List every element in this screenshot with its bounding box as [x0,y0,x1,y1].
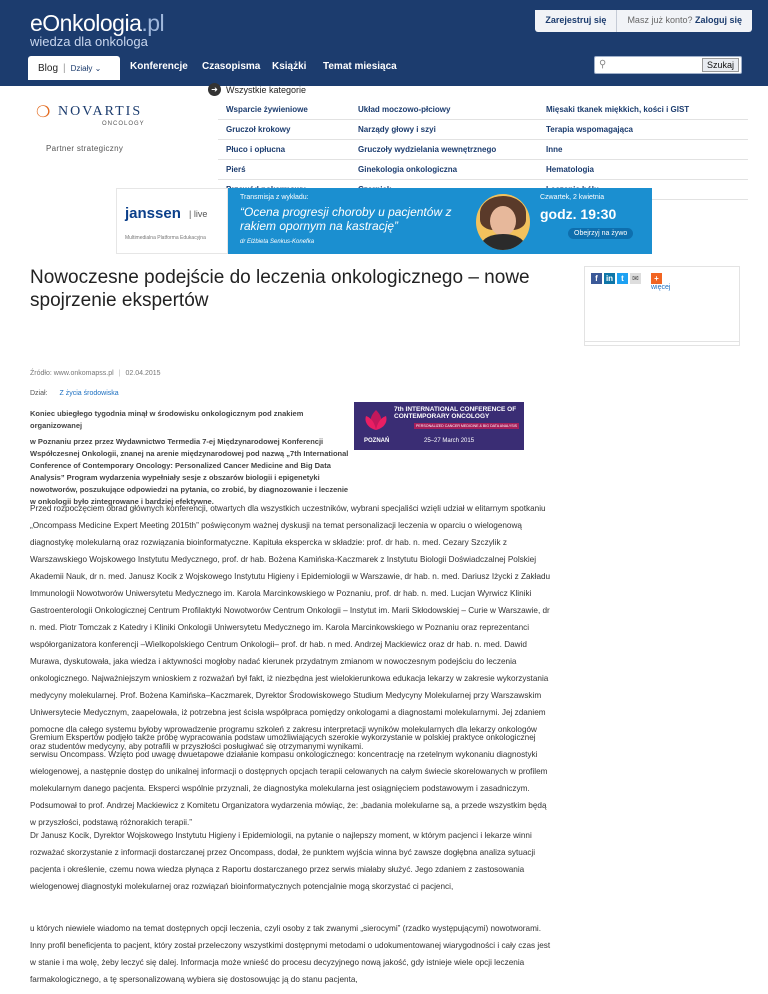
flower-icon [362,408,390,432]
category-link[interactable]: Pierś [226,165,246,174]
category-link[interactable]: Inne [546,145,563,154]
nav-item-temat-miesiaca[interactable]: Temat miesiąca [323,61,397,72]
login-link[interactable]: Zaloguj się [694,15,742,25]
article-meta: Źródło: www.onkomapss.pl | 02.04.2015 [30,370,161,377]
janssen-logo: janssen | live Multimedialna Platforma Edukacyjna [116,188,228,254]
article-lead: Koniec ubiegłego tygodnia minął w środowisku onkologicznym pod znakiem organizowanej [30,409,304,430]
watch-live-button[interactable]: Obejrzyj na żywo [568,228,633,239]
article-paragraph: Dr Janusz Kocik, Dyrektor Wojskowego Instytutu Higieny i Epidemiologii, na pytanie o najlepszy moment, w którym pacjenci i lekarze winni rozważać skorzystanie z informacji dostarczanej przez Oncompass, dodał, że punktem wyjścia winna być zawsze dogłębna analiza sytuacji pacjenta i określenie, czemu nowa wiedza płynąca z Raportu dostarczanego przez serwis miałaby służyć. Jego zdaniem z zastosowania wielogenowej diagnostyki molekularnej oraz rozwiązań bioinformatycznych potencjalnie mogą skorzystać ci pacjenci, [30,831,536,891]
category-row [218,160,748,180]
category-link[interactable]: Narządy głowy i szyi [358,125,436,134]
category-link[interactable]: Terapia wspomagająca [546,125,633,134]
conference-logo-image: 7th INTERNATIONAL CONFERENCE OF CONTEMPORARY ONCOLOGY PERSONALIZED CANCER MEDICINE & BIG DATA ANALYSIS POZNAŃ 25–27 March 2015 [354,402,524,450]
all-categories-heading[interactable]: ➜ Wszystkie kategorie [208,83,306,96]
twitter-icon[interactable]: t [617,273,628,284]
category-row [218,140,748,160]
nav-item-czasopisma[interactable]: Czasopisma [202,61,261,72]
category-link[interactable]: Płuco i opłucna [226,145,286,154]
email-icon[interactable]: ✉ [630,273,641,284]
banner-schedule: Czwartek, 2 kwietnia godz. 19:30 Obejrzyj na żywo [534,188,652,254]
category-link[interactable]: Układ moczowo-płciowy [358,105,451,114]
category-link[interactable]: Hematologia [546,165,595,174]
linkedin-icon[interactable]: in [605,274,614,283]
site-logo[interactable]: eOnkologia.pl [30,10,165,36]
banner-live-label: | live [189,209,208,219]
plus-icon[interactable]: + [651,273,662,284]
has-account-text: Masz już konto? [627,15,693,25]
site-tagline: wiedza dla onkologa [30,34,148,49]
category-link[interactable]: Wsparcie żywieniowe [226,105,308,114]
categories-grid [218,100,748,200]
partner-label: Partner strategiczny [46,144,124,153]
facebook-icon[interactable]: f [591,273,602,284]
article-date: 02.04.2015 [125,370,161,377]
nav-divider: | [63,62,66,74]
register-link[interactable]: Zarejestruj się [535,10,616,32]
category-row [218,120,748,140]
article-section: Dział: Z życia środowiska [30,390,119,397]
speaker-photo [476,194,530,250]
novartis-logo[interactable]: ❍ NOVARTIS ONCOLOGY [36,104,145,127]
arrow-right-icon: ➜ [208,83,221,96]
category-link[interactable]: Gruczoły wydzielania wewnętrznego [358,145,497,154]
webinar-banner[interactable] [116,188,652,254]
search-icon: ⚲ [599,59,607,70]
main-nav [0,56,768,80]
article-title: Nowoczesne podejście do leczenia onkologicznego – nowe spojrzenie ekspertów [30,267,530,311]
nav-item-konferencje[interactable]: Konferencje [130,61,188,72]
section-link[interactable]: Z życia środowiska [59,390,119,397]
login-area [617,10,752,32]
article-paragraph: Gremium Ekspertów podjęło także próbę wypracowania podstaw umożliwiających szerokie wykorzystanie w polskiej praktyce onkologicznej serwisu Oncompass. Wzięto pod uwagę dwuetapowe działanie kompasu onkologicznego: koncentrację na rzetelnym wykonaniu diagnostyki wielogenowej, a następnie dostęp do unikalnej informacji o dostępnych opcjach terapii celowanych na całym świecie skorelowanych w profilem molekularnym danego pacjenta. Eksperci wspólnie przyznali, że diagnostyka molekularna jest osiągnięciem podstawowym i zasadniczym. Podsumował to prof. Andrzej Mackiewicz z Komitetu Organizatora wydarzenia mówiąc, że: „badania molekularne są, a przede wszystkim będą w przyszłości, podstawą różnorakich terapii.” [30,733,548,827]
site-header [0,0,768,86]
category-row [218,100,748,120]
nav-blog-label[interactable]: Blog [38,62,59,74]
banner-lecture: Transmisja z wykładu: “Ocena progresji choroby u pacjentów z rakiem opornym na kastrację” dr Elżbieta Senkus-Konefka [228,188,534,254]
sidebar-box [584,302,740,346]
account-links [535,10,752,32]
article-lead-continued: w Poznaniu przez przez Wydawnictwo Termedia 7-ej Międzynarodowej Konferencji Współczesnej Onkologii, znanej na arenie międzynarodowej pod nazwą „7th International Conference of Contemporary Oncology: Personalized Cancer Medicine and Big Data Analysis” Program wydarzenia wypełniały sesje z obszarów biologii i epigenetyki nowotworów, poszukujące odpowiedzi na pytania, co zrobić, by diagnozowanie i leczenie w onkologii było zintegrowane i bardziej efektywne. [30,437,349,506]
search-button[interactable]: Szukaj [702,58,739,72]
nav-blog[interactable] [28,56,120,80]
article-paragraph: Przed rozpoczęciem obrad głównych konferencji, otwartych dla wszystkich uczestników, wybrani specjaliści wzięli udział w elitarnym spotkaniu „Oncompass Medicine Expert Meeting 2015th” poświęconym ważnej dyskusji na temat personalizacji leczenia w oparciu o wielogenową diagnostykę molekularną oraz rozwiązania bioinformatyczne. Kapituła ekspercka w składzie: prof. dr hab. n. med. Cezary Szczylik z Warszawskiego Wojskowego Instytutu Medycznego, prof. dr hab. Bożena Kamińska-Kaczmarek z Instytutu Biologii Doświadczalnej Polskiej Akademii Nauk, dr n. med. Janusz Kocik z Wojskowego Instytutu Higieny i Epidemiologii w Warszawie, dr hab. n. med. Dariusz Iżycki z Zakładu Immunologii Nowotworów Uniwersytetu Medycznego im. Karola Marcinkowskiego w Poznaniu, prof. dr hab. n. med. Lucjan Wyrwicz Kliniki Gastroenterologii Onkologicznej Centrum Profilaktyki Nowotworów Centrum Onkologii – Instytut im. Marii Skłodowskiej – Curie w Warszawie, dr n. med. Piotr Tomczak z Katedry i Kliniki Onkologii Uniwersytetu Medycznego im. Karola Marcinkowskiego w Poznaniu oraz reprezentanci współorganizatora konferencji –Wielkopolskiego Centrum Onkologii– prof. dr hab. n med. Andrzej Mackiewicz oraz dr hab. n. med. Dawid Murawa, dyskutowała, jaka wiedza i aktywności mogłoby nadać kierunek przydatnym zmianom w nowoczesnym podejściu do leczenia onkologicznego. Najważniejszym wnioskiem z rozważań był fakt, iż niezbędna jest wielokierunkowa edukacja lekarzy w zakresie wykorzystania medycyny molekularnej. Prof. Bożena Kamińska–Kaczmarek, Dyrektor Środowiskowego Studium Medycyny Molekularnej przy Warszawskim Uniwersytecie Medycznym, zaapelowała, iż potrzebna jest ścisła współpraca pomiędzy onkologami a diagnostami molekularnymi. Jej zdaniem pomocne dla całego systemu byłoby wprowadzenie programu szkoleń z zakresu interpretacji wyników molekularnych dla lekarzy onkologów oraz studentów medycyny, aby potrafili w przyszłości posługiwać się otrzymanymi wynikami. [30,504,551,751]
nav-item-ksiazki[interactable]: Książki [272,61,307,72]
novartis-flame-icon: ❍ [36,104,51,121]
banner-headline: “Ocena progresji choroby u pacjentów z rakiem opornym na kastrację” [240,205,452,233]
article-paragraph: u których niewiele wiadomo na temat dostępnych opcji leczenia, czyli osoby z tak zwanymi „sierocymi” (rzadko występującymi) nowotworami. Inny profil beneficjenta to pacjent, który został przeleczony wszystkimi dostępnymi metodami o udokumentowanej wiarygodności i cały czas jest w stanie i ma wolę, żeby leczyć się dalej. Informacja może wnieść do procesu decyzyjnego nową jakość, gdy istnieje wiele opcji leczenia farmakologicznego, a tę spersonalizowaną wybiera się dostosowując ją do stanu pacjenta, [30,924,551,984]
nav-dzialy-dropdown[interactable]: Działy ⌄ [70,63,102,73]
category-link[interactable]: Gruczoł krokowy [226,125,291,134]
more-share-link[interactable]: więcej [651,284,671,291]
category-link[interactable]: Ginekologia onkologiczna [358,165,458,174]
chevron-down-icon: ⌄ [94,63,102,73]
search-input[interactable] [594,56,742,74]
category-link[interactable]: Mięsaki tkanek miękkich, kości i GIST [546,105,690,114]
article-source: Źródło: www.onkomapss.pl [30,370,114,377]
banner-speaker: dr Elżbieta Senkus-Konefka [240,239,315,245]
